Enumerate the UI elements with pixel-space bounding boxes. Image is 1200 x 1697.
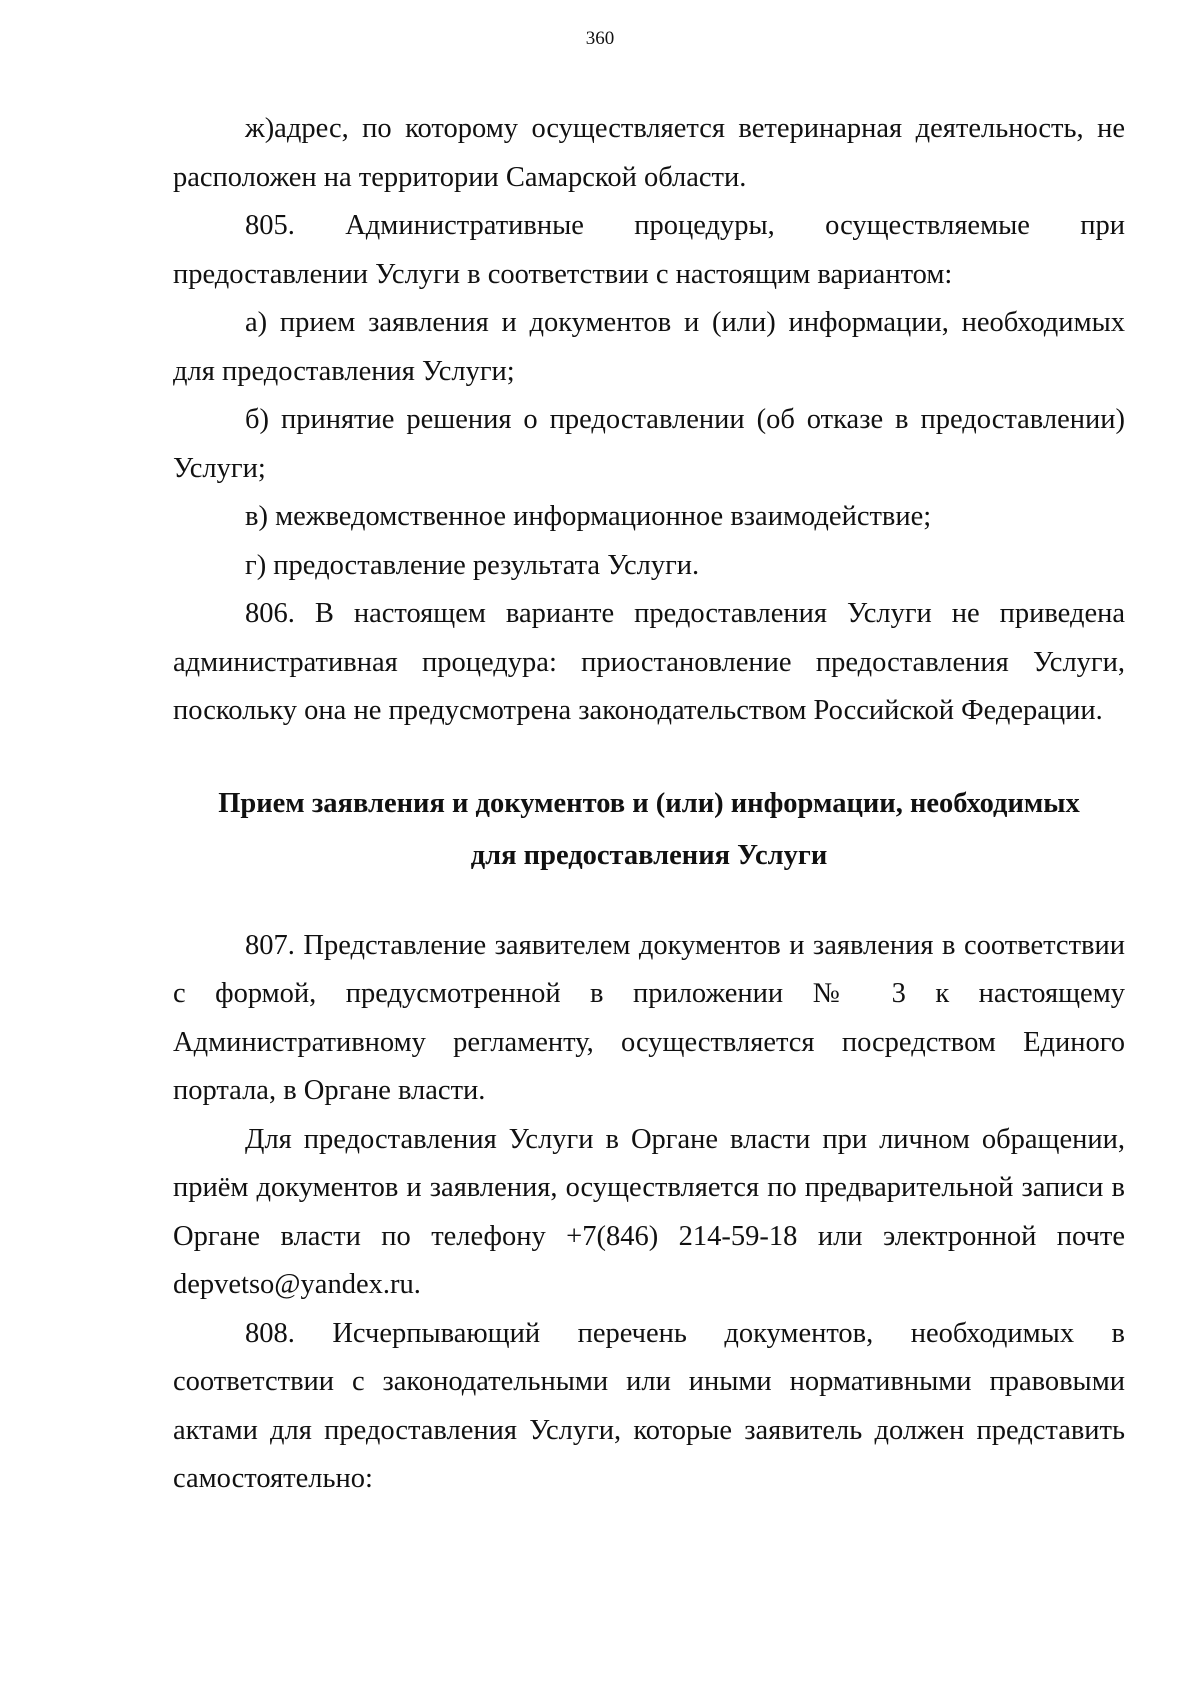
paragraph-807: 807. Представление заявителем документов и заявления в соответствии с формой, предусмотренной в приложении № 3 к настоящему Административному регламенту, осуществляется посредством Единого портала, в Органе власти. (173, 929, 1125, 1106)
list-item-a: а) прием заявления и документов и (или) информации, необходимых для предоставления Услуги; (173, 307, 1125, 387)
document-body (173, 105, 1125, 1504)
paragraph-item-zh: ж)адрес, по которому осуществляется ветеринарная деятельность, не расположен на территории Самарской области. (173, 113, 1125, 193)
paragraph-appointment: Для предоставления Услуги в Органе власти при личном обращении, приём документов и заявления, осуществляется по предварительной записи в Органе власти по телефону +7(846) 214-59-18 или электронной почте depvetso@yandex.ru. (173, 1123, 1125, 1300)
list-item-v: в) межведомственное информационное взаимодействие; (245, 501, 932, 532)
section-heading-line-2: для предоставления Услуги (470, 839, 828, 871)
paragraph-806: 806. В настоящем варианте предоставления Услуги не приведена административная процедура: приостановление предоставления Услуги, поскольку она не предусмотрена законодательством Российской Федерации. (173, 598, 1125, 726)
section-heading-line-1: Прием заявления и документов и (или) информации, необходимых (218, 787, 1080, 819)
paragraph-805: 805. Административные процедуры, осуществляемые при предоставлении Услуги в соответствии с настоящим вариантом: (173, 210, 1125, 290)
page-number: 360 (585, 28, 615, 49)
list-item-b: б) принятие решения о предоставлении (об отказе в предоставлении) Услуги; (173, 404, 1125, 484)
paragraph-808: 808. Исчерпывающий перечень документов, необходимых в соответствии с законодательными или иными нормативными правовыми актами для предоставления Услуги, которые заявитель должен представить самостоятельно: (173, 1317, 1125, 1494)
list-item-g: г) предоставление результата Услуги. (245, 549, 700, 581)
section-heading (173, 778, 1125, 882)
